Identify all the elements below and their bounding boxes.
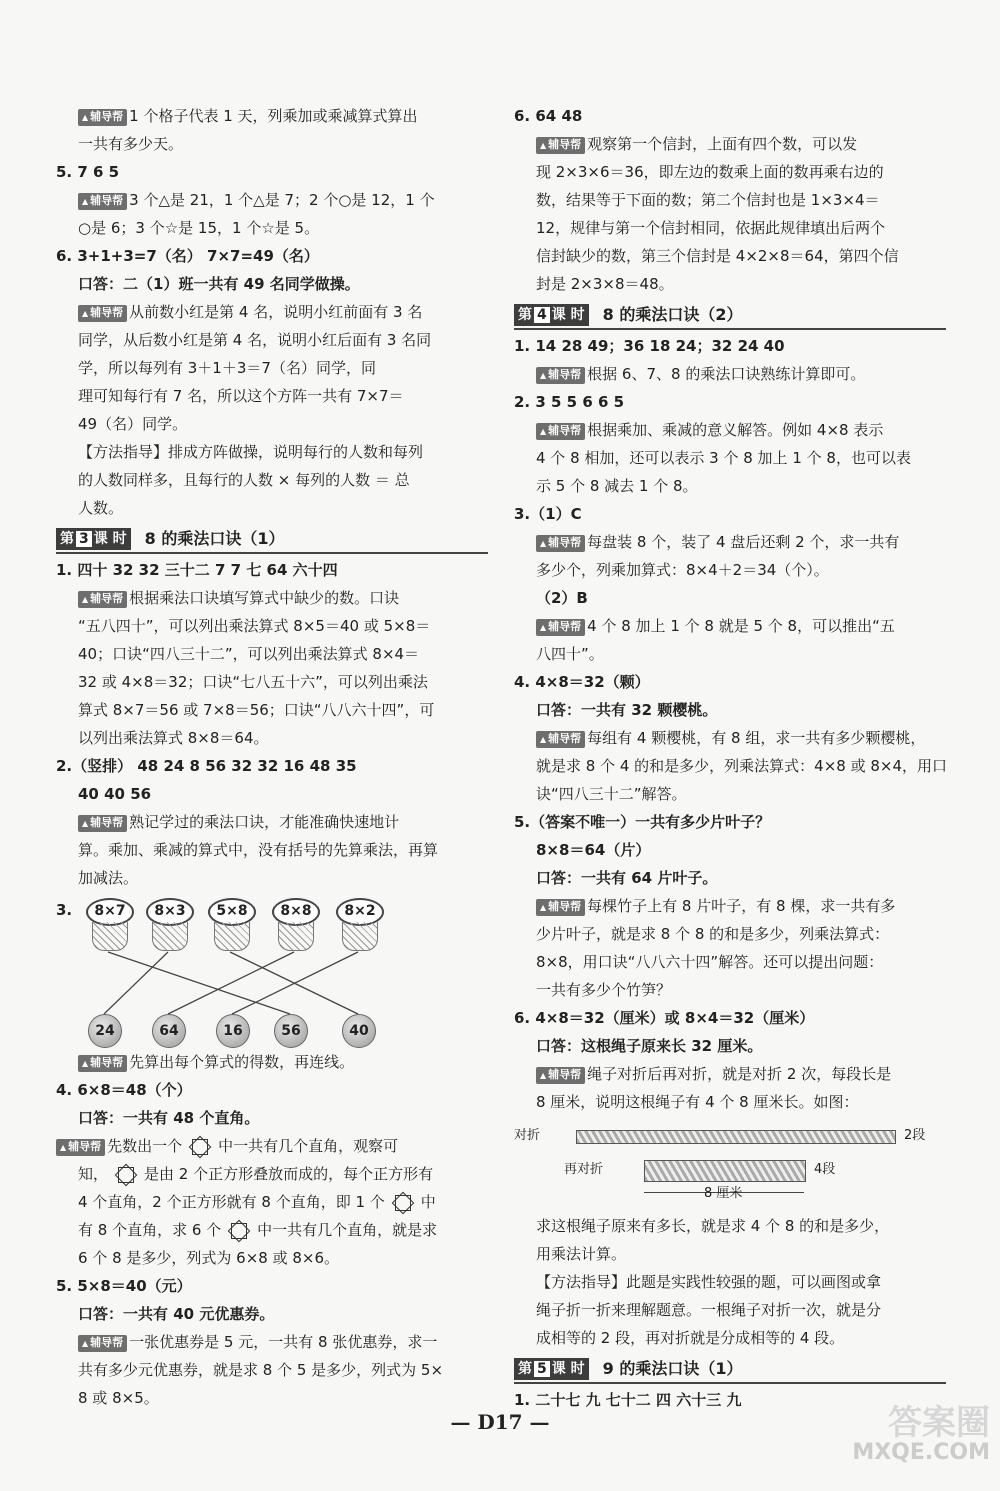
text-line bbox=[56, 1216, 488, 1244]
text-segment: ○是 6；3 个☆是 15，1 个☆是 5。 bbox=[78, 219, 320, 237]
tutor-help-badge: ▲ 辅导帮 bbox=[78, 109, 127, 126]
text-segment: 3 个△是 21，1 个△是 7；2 个○是 12，1 个 bbox=[129, 191, 435, 209]
answer-line bbox=[56, 158, 488, 186]
basket-matching-figure bbox=[56, 896, 488, 1046]
text-segment: 加减法。 bbox=[78, 869, 139, 887]
text-line bbox=[514, 1240, 946, 1268]
answer-line bbox=[514, 864, 946, 892]
text-segment: 1. 二十七 九 七十二 四 六十三 九 bbox=[514, 1391, 742, 1409]
tutor-help-badge: ▲ 辅导帮 bbox=[78, 193, 127, 210]
text-line bbox=[514, 242, 946, 270]
lesson-title: 8 的乘法口诀（1） bbox=[144, 529, 285, 548]
text-line bbox=[56, 466, 488, 494]
text-segment: 知， bbox=[78, 1165, 109, 1183]
text-line bbox=[514, 892, 946, 920]
basket-net bbox=[278, 922, 314, 951]
tutor-help-badge: ▲ 辅导帮 bbox=[536, 1067, 585, 1084]
text-segment: 诀“四八三十二”解答。 bbox=[536, 785, 687, 803]
lesson-tag-pre: 第 bbox=[60, 531, 74, 547]
text-segment: 8 或 8×5。 bbox=[78, 1389, 159, 1407]
answer-line bbox=[56, 752, 488, 780]
lesson-title: 9 的乘法口诀（1） bbox=[602, 1359, 743, 1378]
lesson-tag bbox=[514, 1358, 589, 1380]
text-line bbox=[56, 326, 488, 354]
text-segment: 中一共有几个直角，观察可 bbox=[218, 1137, 399, 1155]
text-segment: 先算出每个算式的得数，再连线。 bbox=[129, 1053, 355, 1071]
text-line bbox=[56, 808, 488, 836]
text-line bbox=[514, 186, 946, 214]
text-line bbox=[56, 1188, 488, 1216]
text-line bbox=[514, 130, 946, 158]
text-segment: 共有多少元优惠券，就是求 8 个 5 是多少，列式为 5× bbox=[78, 1361, 444, 1379]
tutor-help-badge: ▲ 辅导帮 bbox=[78, 305, 127, 322]
text-line bbox=[56, 494, 488, 522]
length-label: 8 厘米 bbox=[704, 1186, 743, 1201]
answer-line bbox=[514, 836, 946, 864]
tutor-help-badge: ▲ 辅导帮 bbox=[536, 367, 585, 384]
text-segment: 根据乘法口诀填写算式中缺少的数。口诀 bbox=[129, 589, 400, 607]
text-line bbox=[514, 1088, 946, 1116]
answer-line bbox=[514, 668, 946, 696]
text-line bbox=[514, 528, 946, 556]
text-segment: 口答：一共有 40 元优惠券。 bbox=[78, 1305, 275, 1323]
text-segment: 从前数小红是第 4 名，说明小红前面有 3 名 bbox=[129, 303, 423, 321]
text-segment: 【方法指导】此题是实践性较强的题，可以画图或拿 bbox=[536, 1273, 882, 1291]
tutor-help-badge: ▲ 辅导帮 bbox=[536, 899, 585, 916]
answer-line bbox=[56, 780, 488, 808]
text-segment: 理可知每行有 7 名，所以这个方阵一共有 7×7＝ bbox=[78, 387, 404, 405]
answer-line bbox=[56, 1076, 488, 1104]
text-line bbox=[514, 976, 946, 1004]
tutor-help-badge: ▲ 辅导帮 bbox=[56, 1139, 105, 1156]
text-line bbox=[514, 158, 946, 186]
fold-twice-label: 再对折 bbox=[564, 1162, 604, 1177]
text-line bbox=[56, 640, 488, 668]
text-segment: 3.（1）C bbox=[514, 505, 582, 523]
tutor-help-badge: ▲ 辅导帮 bbox=[536, 535, 585, 552]
lesson-tag-post: 课 时 bbox=[551, 1361, 585, 1377]
basket-hoop: 8×8 bbox=[272, 898, 320, 926]
text-segment: “五八四十”，可以列出乘法算式 8×5＝40 或 5×8＝ bbox=[78, 617, 431, 635]
basket-net bbox=[152, 922, 188, 951]
text-segment: 算式 8×7＝56 或 7×8＝56；口诀“八八六十四”，可 bbox=[78, 701, 435, 719]
lesson-tag-post: 课 时 bbox=[93, 531, 127, 547]
text-segment: 40 40 56 bbox=[78, 785, 152, 803]
answer-line bbox=[56, 1272, 488, 1300]
answer-line bbox=[514, 808, 946, 836]
answer-line bbox=[514, 332, 946, 360]
basketball: 16 bbox=[216, 1014, 250, 1048]
text-line bbox=[514, 1324, 946, 1352]
text-segment: 示 5 个 8 减去 1 个 8。 bbox=[536, 477, 698, 495]
basketball: 56 bbox=[274, 1014, 308, 1048]
text-segment: 口答：二（1）班一共有 49 名同学做操。 bbox=[78, 275, 360, 293]
lesson-title: 8 的乘法口诀（2） bbox=[602, 305, 743, 324]
lesson-number: 5 bbox=[534, 1361, 550, 1377]
text-segment: 根据 6、7、8 的乘法口诀熟练计算即可。 bbox=[587, 365, 866, 383]
watermark-url: MXQE.COM bbox=[852, 1440, 990, 1465]
text-line bbox=[56, 214, 488, 242]
answer-line bbox=[56, 556, 488, 584]
lesson-header bbox=[56, 526, 488, 554]
text-segment: 4 个 8 加上 1 个 8 就是 5 个 8，可以推出“五 bbox=[587, 617, 895, 635]
text-segment: 一张优惠券是 5 元，一共有 8 张优惠券，求一 bbox=[129, 1333, 438, 1351]
lesson-tag-pre: 第 bbox=[518, 307, 532, 323]
text-segment: 口答：这根绳子原来长 32 厘米。 bbox=[536, 1037, 763, 1055]
text-segment: 先数出一个 bbox=[107, 1137, 183, 1155]
text-segment: 6 个 8 是多少，列式为 6×8 或 8×6。 bbox=[78, 1249, 340, 1267]
text-line bbox=[56, 410, 488, 438]
text-segment: 5.（答案不唯一）一共有多少片叶子？ bbox=[514, 813, 771, 831]
text-segment: 4. 6×8＝48（个） bbox=[56, 1081, 192, 1099]
text-line bbox=[56, 130, 488, 158]
text-line bbox=[56, 1160, 488, 1188]
text-segment: 观察第一个信封，上面有四个数，可以发 bbox=[587, 135, 858, 153]
text-segment: 算。乘加、乘减的算式中，没有括号的先算乘法，再算 bbox=[78, 841, 439, 859]
text-segment: 一共有多少天。 bbox=[78, 135, 184, 153]
rope-folded-once bbox=[576, 1130, 896, 1144]
basketball: 40 bbox=[342, 1014, 376, 1048]
text-segment: 8×8＝64（片） bbox=[536, 841, 651, 859]
text-line bbox=[56, 724, 488, 752]
text-segment: 5. 7 6 5 bbox=[56, 163, 120, 181]
basketball: 64 bbox=[152, 1014, 186, 1048]
rope-folded-twice bbox=[644, 1160, 806, 1182]
text-segment: 根据乘加、乘减的意义解答。例如 4×8 表示 bbox=[587, 421, 884, 439]
text-line bbox=[514, 472, 946, 500]
text-segment: 学，所以每列有 3＋1＋3＝7（名）同学，同 bbox=[78, 359, 376, 377]
text-line bbox=[514, 920, 946, 948]
answer-line bbox=[514, 102, 946, 130]
tutor-help-badge: ▲ 辅导帮 bbox=[78, 591, 127, 608]
answer-line bbox=[514, 1032, 946, 1060]
text-segment: 2.（竖排） 48 24 8 56 32 32 16 48 35 bbox=[56, 757, 357, 775]
text-segment: 现 2×3×6＝36，即左边的数乘上面的数再乘右边的 bbox=[536, 163, 884, 181]
text-segment: 6. 4×8＝32（厘米）或 8×4＝32（厘米） bbox=[514, 1009, 815, 1027]
text-line bbox=[514, 1296, 946, 1324]
text-line bbox=[514, 752, 946, 780]
match-line bbox=[168, 952, 294, 1014]
text-segment: 绳子对折后再对折，就是对折 2 次，每段长是 bbox=[587, 1065, 892, 1083]
lesson-header bbox=[514, 1356, 946, 1384]
two-segments-label: 2段 bbox=[904, 1128, 926, 1143]
text-line bbox=[56, 584, 488, 612]
text-line bbox=[514, 780, 946, 808]
four-segments-label: 4段 bbox=[814, 1162, 836, 1177]
watermark bbox=[852, 1403, 990, 1468]
text-segment: 4. 4×8＝32（颗） bbox=[514, 673, 650, 691]
tutor-help-badge: ▲ 辅导帮 bbox=[536, 731, 585, 748]
right-column bbox=[514, 102, 946, 1414]
tutor-help-badge: ▲ 辅导帮 bbox=[536, 137, 585, 154]
text-line bbox=[514, 724, 946, 752]
text-line bbox=[56, 298, 488, 326]
basket-net bbox=[92, 922, 128, 951]
text-segment: 40；口诀“四八三十二”，可以列出乘法算式 8×4＝ bbox=[78, 645, 420, 663]
lesson-number: 3 bbox=[76, 531, 92, 547]
text-segment: 少片叶子，就是求 8 个 8 的和是多少，列乘法算式： bbox=[536, 925, 890, 943]
question-number: 3. bbox=[56, 901, 73, 919]
text-line bbox=[514, 214, 946, 242]
text-segment: 熟记学过的乘法口诀，才能准确快速地计 bbox=[129, 813, 400, 831]
overlapping-squares-icon bbox=[393, 1193, 413, 1213]
basket-net bbox=[342, 922, 378, 951]
text-segment: 32 或 4×8＝32；口诀“七八五十六”，可以列出乘法 bbox=[78, 673, 428, 691]
lesson-tag bbox=[514, 304, 589, 326]
text-line bbox=[514, 360, 946, 388]
text-segment: 封是 2×3×8＝48。 bbox=[536, 275, 674, 293]
text-line bbox=[514, 948, 946, 976]
text-segment: 一共有多少个竹笋？ bbox=[536, 981, 672, 999]
text-segment: 信封缺少的数，第三个信封是 4×2×8＝64，第四个信 bbox=[536, 247, 899, 265]
answer-line bbox=[56, 270, 488, 298]
text-line bbox=[56, 438, 488, 466]
basketball: 24 bbox=[88, 1014, 122, 1048]
text-line bbox=[56, 668, 488, 696]
text-segment: 用乘法计算。 bbox=[536, 1245, 627, 1263]
text-line bbox=[56, 186, 488, 214]
text-line bbox=[514, 1212, 946, 1240]
page-number: — D17 — bbox=[450, 1410, 550, 1434]
tutor-help-badge: ▲ 辅导帮 bbox=[78, 1335, 127, 1352]
text-segment: 有 8 个直角，求 6 个 bbox=[78, 1221, 222, 1239]
text-line bbox=[514, 556, 946, 584]
text-segment: 每盘装 8 个，装了 4 盘后还剩 2 个，求一共有 bbox=[587, 533, 900, 551]
watermark-logo: 答案圈 bbox=[888, 1403, 990, 1443]
text-segment: 4 个 8 相加，还可以表示 3 个 8 加上 1 个 8，也可以表 bbox=[536, 449, 911, 467]
lesson-tag-pre: 第 bbox=[518, 1361, 532, 1377]
text-segment: 中一共有几个直角，就是求 bbox=[257, 1221, 438, 1239]
answer-line bbox=[514, 696, 946, 724]
overlapping-squares-icon bbox=[116, 1165, 136, 1185]
answer-line bbox=[56, 1300, 488, 1328]
text-segment: 以列出乘法算式 8×8＝64。 bbox=[78, 729, 269, 747]
basket-hoop: 5×8 bbox=[208, 898, 256, 926]
answer-line bbox=[514, 388, 946, 416]
text-segment: 八四十”。 bbox=[536, 645, 604, 663]
basket-hoop: 8×3 bbox=[146, 898, 194, 926]
text-segment: 1. 14 28 49；36 18 24；32 24 40 bbox=[514, 337, 785, 355]
text-segment: 多少个，列乘加算式：8×4＋2＝34（个）。 bbox=[536, 561, 829, 579]
text-line bbox=[514, 1268, 946, 1296]
text-line bbox=[56, 382, 488, 410]
text-segment: 每组有 4 颗樱桃，有 8 组，求一共有多少颗樱桃， bbox=[587, 729, 926, 747]
tutor-help-badge: ▲ 辅导帮 bbox=[78, 1055, 127, 1072]
answer-line bbox=[56, 1104, 488, 1132]
text-line bbox=[56, 1244, 488, 1272]
text-segment: 1 个格子代表 1 天，列乘加或乘减算式算出 bbox=[129, 107, 418, 125]
text-segment: 每棵竹子上有 8 片叶子，有 8 棵，求一共有多 bbox=[587, 897, 896, 915]
text-segment: 人数。 bbox=[78, 499, 124, 517]
text-segment: 6. 64 48 bbox=[514, 107, 583, 125]
text-line bbox=[514, 612, 946, 640]
text-line bbox=[56, 1356, 488, 1384]
rope-folding-figure bbox=[514, 1118, 946, 1210]
text-segment: 6. 3+1+3=7（名） 7×7=49（名） bbox=[56, 247, 319, 265]
lesson-header bbox=[514, 302, 946, 330]
text-segment: 绳子折一折来理解题意。一根绳子对折一次，就是分 bbox=[536, 1301, 882, 1319]
lesson-tag bbox=[56, 528, 131, 550]
text-segment: 数，结果等于下面的数；第二个信封也是 1×3×4＝ bbox=[536, 191, 880, 209]
text-line bbox=[56, 354, 488, 382]
text-segment: 8 厘米，说明这根绳子有 4 个 8 厘米长。如图： bbox=[536, 1093, 859, 1111]
text-segment: 口答：一共有 32 颗樱桃。 bbox=[536, 701, 718, 719]
left-column bbox=[56, 102, 488, 1412]
overlapping-squares-icon bbox=[229, 1221, 249, 1241]
answer-line bbox=[56, 242, 488, 270]
text-line bbox=[56, 696, 488, 724]
lesson-tag-post: 课 时 bbox=[551, 307, 585, 323]
text-segment: 49（名）同学。 bbox=[78, 415, 188, 433]
overlapping-squares-icon bbox=[190, 1137, 210, 1157]
tutor-help-badge: ▲ 辅导帮 bbox=[536, 423, 585, 440]
basket-hoop: 8×7 bbox=[86, 898, 134, 926]
text-segment: 是由 2 个正方形叠放而成的，每个正方形有 bbox=[144, 1165, 434, 1183]
tutor-help-badge: ▲ 辅导帮 bbox=[78, 815, 127, 832]
text-segment: 就是求 8 个 4 的和是多少，列乘法算式：4×8 或 8×4，用口 bbox=[536, 757, 948, 775]
text-segment: 的人数同样多，且每行的人数 × 每列的人数 ＝ 总 bbox=[78, 471, 410, 489]
text-segment: 1. 四十 32 32 三十二 7 7 七 64 六十四 bbox=[56, 561, 338, 579]
tutor-help-badge: ▲ 辅导帮 bbox=[536, 619, 585, 636]
text-line bbox=[514, 444, 946, 472]
text-segment: 8×8，用口诀“八八六十四”解答。还可以提出问题： bbox=[536, 953, 884, 971]
answer-line bbox=[514, 500, 946, 528]
text-line bbox=[514, 640, 946, 668]
fold-once-label: 对折 bbox=[514, 1128, 541, 1143]
text-segment: 【方法指导】排成方阵做操，说明每行的人数和每列 bbox=[78, 443, 424, 461]
text-line bbox=[514, 416, 946, 444]
text-segment: 同学，从后数小红是第 4 名，说明小红后面有 3 名同 bbox=[78, 331, 432, 349]
text-line bbox=[56, 1328, 488, 1356]
text-segment: 12，规律与第一个信封相同，依据此规律填出后两个 bbox=[536, 219, 886, 237]
text-segment: 4 个直角，2 个正方形就有 8 个直角，即 1 个 bbox=[78, 1193, 385, 1211]
basket-net bbox=[214, 922, 250, 951]
text-line bbox=[56, 864, 488, 892]
text-segment: 5. 5×8＝40（元） bbox=[56, 1277, 192, 1295]
text-line bbox=[56, 836, 488, 864]
text-line bbox=[56, 612, 488, 640]
text-line bbox=[514, 1060, 946, 1088]
text-segment: 口答：一共有 48 个直角。 bbox=[78, 1109, 260, 1127]
text-segment: 口答：一共有 64 片叶子。 bbox=[536, 869, 718, 887]
text-line bbox=[56, 1132, 488, 1160]
text-line bbox=[56, 102, 488, 130]
text-line bbox=[56, 1048, 488, 1076]
answer-line bbox=[514, 584, 946, 612]
text-line bbox=[514, 270, 946, 298]
text-segment: 2. 3 5 5 6 6 5 bbox=[514, 393, 625, 411]
lesson-number: 4 bbox=[534, 307, 550, 323]
text-segment: （2）B bbox=[536, 589, 588, 607]
text-segment: 求这根绳子原来有多长，就是求 4 个 8 的和是多少， bbox=[536, 1217, 890, 1235]
basket-hoop: 8×2 bbox=[336, 898, 384, 926]
answer-line bbox=[514, 1004, 946, 1032]
text-segment: 中 bbox=[420, 1193, 436, 1211]
text-segment: 成相等的 2 段，再对折就是分成相等的 4 段。 bbox=[536, 1329, 845, 1347]
